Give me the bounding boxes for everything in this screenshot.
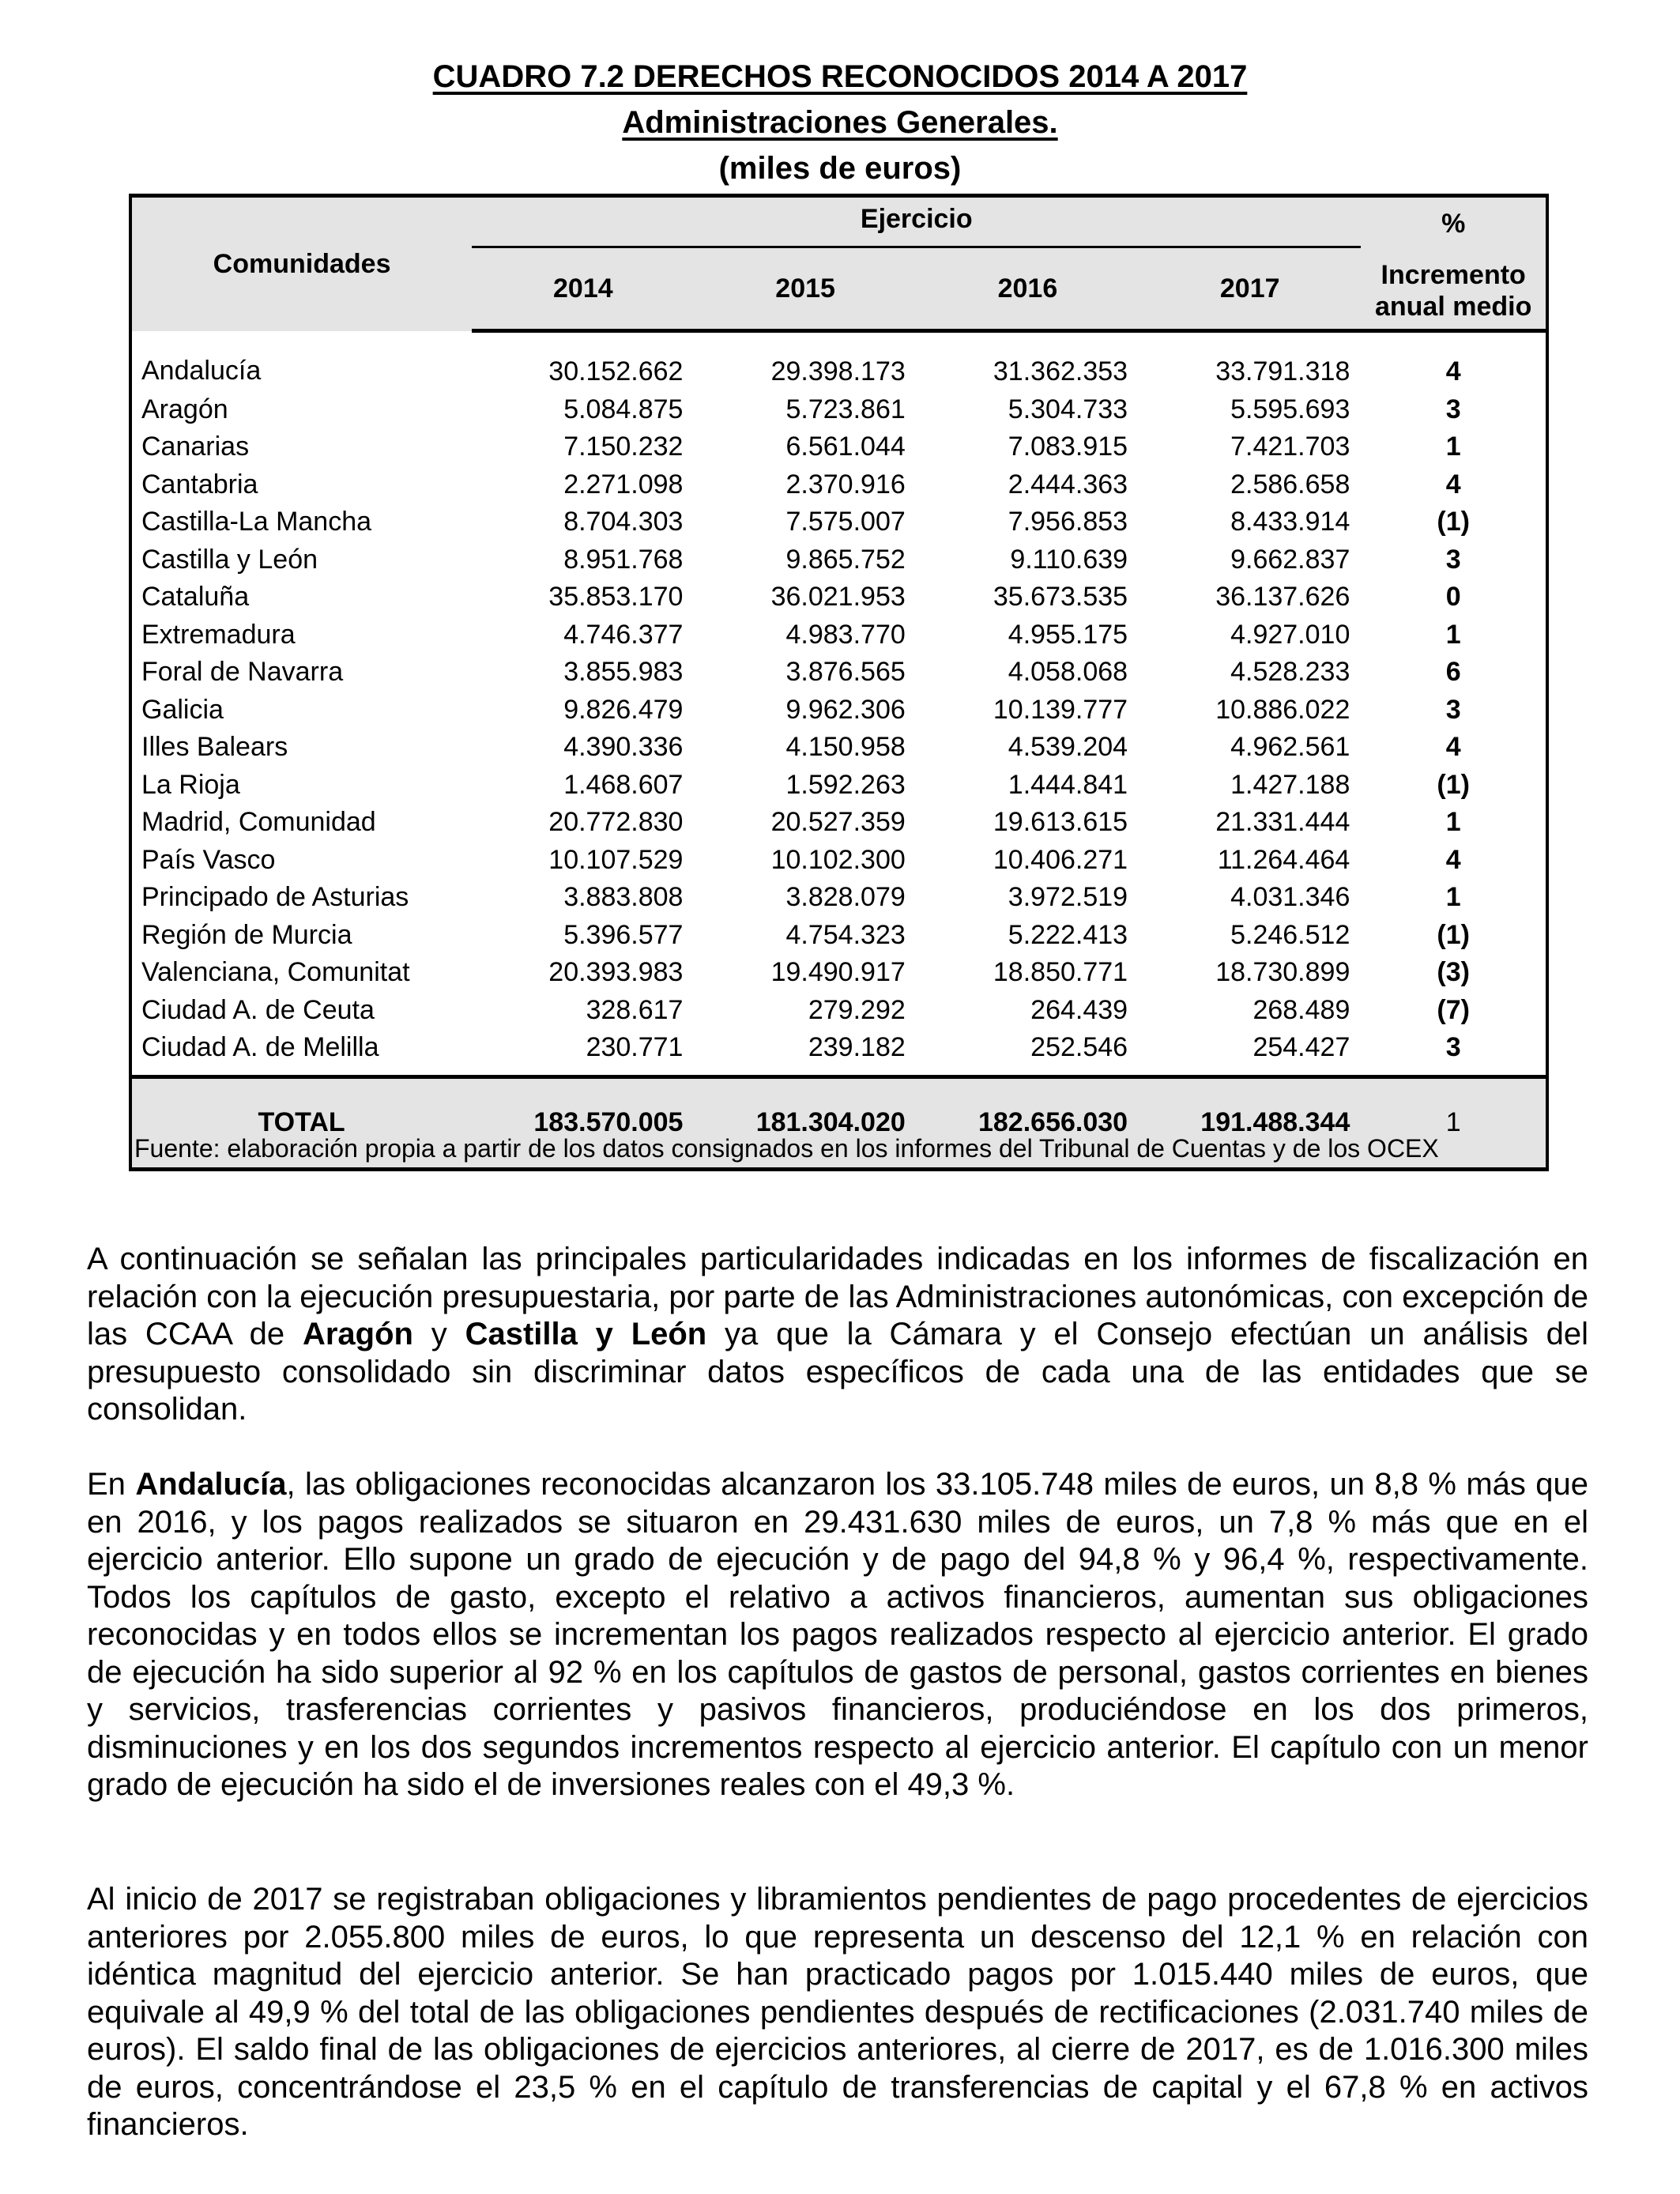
value-2015: 5.723.861: [785, 394, 906, 424]
value-2015: 2.370.916: [785, 469, 906, 499]
comunidad-cell: Cantabria: [141, 469, 258, 499]
header-incremento-line1: Incremento: [1381, 260, 1526, 290]
value-2014: 30.152.662: [548, 356, 684, 386]
value-2017: 8.433.914: [1230, 507, 1350, 537]
value-2014: 8.951.768: [563, 544, 684, 575]
value-2016: 1.444.841: [1008, 769, 1128, 800]
value-2015: 239.182: [808, 1032, 906, 1062]
value-2014: 3.883.808: [563, 882, 684, 912]
total-2016: 182.656.030: [917, 1076, 1139, 1169]
text-run: y: [412, 1317, 465, 1351]
value-2017: 268.489: [1252, 994, 1350, 1025]
value-2016: 10.139.777: [993, 694, 1128, 725]
value-2015: 9.865.752: [785, 544, 906, 575]
table-title: CUADRO 7.2 DERECHOS RECONOCIDOS 2014 A 2017: [432, 59, 1248, 94]
incremento-cell: 0: [1445, 582, 1461, 612]
value-2016: 19.613.615: [993, 807, 1128, 837]
incremento-cell: (1): [1437, 919, 1470, 950]
incremento-cell: 1: [1445, 807, 1461, 837]
total-2017: 191.488.344: [1139, 1076, 1361, 1169]
title-block: [0, 54, 1680, 191]
comunidad-cell: Valenciana, Comunitat: [141, 957, 410, 987]
comunidad-cell: Canarias: [141, 432, 250, 462]
table-row: [130, 1029, 1547, 1076]
table-row: [130, 767, 1547, 805]
value-2014: 4.746.377: [563, 619, 684, 650]
value-2016: 31.362.353: [993, 356, 1128, 386]
table-row: [130, 466, 1547, 504]
header-pct-symbol: %: [1361, 196, 1547, 247]
table-row: [130, 654, 1547, 692]
value-2014: 2.271.098: [563, 469, 684, 499]
incremento-cell: 4: [1445, 732, 1461, 762]
incremento-cell: (1): [1437, 769, 1470, 800]
value-2016: 5.304.733: [1008, 394, 1128, 424]
value-2014: 5.396.577: [563, 919, 684, 950]
table-row: [130, 503, 1547, 541]
header-ejercicio: Ejercicio: [472, 196, 1361, 247]
value-2014: 8.704.303: [563, 507, 684, 537]
comunidad-cell: Ciudad A. de Melilla: [141, 1032, 379, 1062]
value-2016: 264.439: [1030, 994, 1128, 1025]
value-2017: 5.246.512: [1230, 919, 1350, 950]
value-2016: 4.539.204: [1008, 732, 1128, 762]
value-2015: 9.962.306: [785, 694, 906, 725]
value-2014: 20.393.983: [548, 957, 684, 987]
incremento-cell: 1: [1445, 432, 1461, 462]
comunidad-cell: Región de Murcia: [141, 919, 352, 950]
header-year: 2017: [1139, 247, 1361, 331]
bold-term: Andalucía: [135, 1467, 287, 1502]
value-2015: 6.561.044: [785, 432, 906, 462]
value-2014: 35.853.170: [548, 582, 684, 612]
value-2016: 9.110.639: [1010, 544, 1128, 575]
paragraph-andalucia: [87, 1466, 1588, 1804]
comunidad-cell: Illes Balears: [141, 732, 288, 762]
table-row: [130, 879, 1547, 917]
value-2014: 230.771: [586, 1032, 684, 1062]
bold-term: Aragón: [302, 1317, 413, 1351]
value-2014: 20.772.830: [548, 807, 684, 837]
value-2017: 11.264.464: [1217, 844, 1350, 875]
comunidad-cell: Castilla-La Mancha: [141, 507, 372, 537]
value-2015: 3.828.079: [785, 882, 906, 912]
value-2017: 18.730.899: [1215, 957, 1350, 987]
value-2014: 1.468.607: [563, 769, 684, 800]
value-2015: 20.527.359: [770, 807, 906, 837]
value-2016: 2.444.363: [1008, 469, 1128, 499]
header-incremento-line2: anual medio: [1374, 292, 1532, 322]
incremento-cell: 3: [1445, 1032, 1461, 1062]
comunidad-cell: Castilla y León: [141, 544, 318, 575]
comunidad-cell: País Vasco: [141, 844, 276, 875]
value-2017: 10.886.022: [1215, 694, 1350, 725]
derechos-table: [129, 194, 1549, 1171]
header-comunidades: Comunidades: [130, 196, 472, 331]
value-2017: 4.927.010: [1230, 619, 1350, 650]
value-2016: 4.955.175: [1008, 619, 1128, 650]
value-2017: 4.528.233: [1230, 657, 1350, 687]
value-2016: 3.972.519: [1008, 882, 1128, 912]
incremento-cell: 1: [1445, 882, 1461, 912]
table-row: [130, 804, 1547, 842]
value-2017: 4.962.561: [1230, 732, 1350, 762]
comunidad-cell: Extremadura: [141, 619, 296, 650]
table-row: [130, 428, 1547, 466]
value-2017: 254.427: [1252, 1032, 1350, 1062]
paragraph-intro: [87, 1241, 1588, 1429]
value-2015: 4.983.770: [785, 619, 906, 650]
value-2016: 10.406.271: [993, 844, 1128, 875]
table-row: [130, 616, 1547, 654]
table-body: [130, 331, 1547, 1077]
table-subtitle: Administraciones Generales.: [622, 105, 1058, 140]
incremento-cell: (1): [1437, 507, 1470, 537]
table-row: [130, 917, 1547, 955]
value-2014: 9.826.479: [563, 694, 684, 725]
table-row: [130, 331, 1547, 391]
value-2016: 4.058.068: [1008, 657, 1128, 687]
comunidad-cell: Aragón: [141, 394, 228, 424]
value-2015: 19.490.917: [770, 957, 906, 987]
comunidad-cell: Principado de Asturias: [141, 882, 409, 912]
text-run: A continuación se señalan las principales particularidades indicadas en los informes de fiscalización en relación con la ejecución presupuestaria, por parte de las Administraciones autonómicas, con excepción de las CCAA de: [87, 1242, 1588, 1351]
header-year: 2016: [917, 247, 1139, 331]
table-row: [130, 729, 1547, 767]
source-note: Fuente: elaboración propia a partir de los datos consignados en los informes del Tribunal de Cuentas y de los OCEX: [134, 1134, 1439, 1163]
value-2015: 4.150.958: [785, 732, 906, 762]
value-2015: 1.592.263: [785, 769, 906, 800]
value-2014: 4.390.336: [563, 732, 684, 762]
header-year: 2015: [694, 247, 916, 331]
text-run: , las obligaciones reconocidas alcanzaron los 33.105.748 miles de euros, un 8,8 % más que en 2016, y los pagos realizados se situaron en 29.431.630 miles de euros, un 7,8 % más que en el ejercicio anterior. Ello supone un grado de ejecución y de pago del 94,8 % y 96,4 %, respectivamente. Todos los capítulos de gasto, excepto el relativo a activos financieros, aumentan sus obligaciones reconocidas y en todos ellos se incrementan los pagos realizados respecto al ejercicio anterior. El grado de ejecución ha sido superior al 92 % en los capítulos de gastos de personal, gastos corrientes en bienes y servicios, trasferencias corrientes y pasivos financieros, produciéndose en los dos primeros, disminuciones y en los dos segundos incrementos respecto al ejercicio anterior. El capítulo con un menor grado de ejecución ha sido el de inversiones reales con el 49,3 %.: [87, 1467, 1588, 1802]
value-2016: 7.956.853: [1008, 507, 1128, 537]
value-2014: 328.617: [586, 994, 684, 1025]
value-2014: 5.084.875: [563, 394, 684, 424]
incremento-cell: 4: [1445, 469, 1461, 499]
comunidad-cell: Foral de Navarra: [141, 657, 344, 687]
comunidad-cell: La Rioja: [141, 769, 240, 800]
value-2015: 3.876.565: [785, 657, 906, 687]
header-year: 2014: [472, 247, 694, 331]
value-2017: 4.031.346: [1230, 882, 1350, 912]
value-2014: 7.150.232: [563, 432, 684, 462]
value-2015: 279.292: [808, 994, 906, 1025]
value-2015: 36.021.953: [770, 582, 906, 612]
total-2015: 181.304.020: [694, 1076, 916, 1169]
incremento-cell: 4: [1445, 844, 1461, 875]
value-2017: 36.137.626: [1215, 582, 1350, 612]
table-row: [130, 541, 1547, 579]
total-pct: 1: [1361, 1076, 1547, 1169]
table-units: (miles de euros): [718, 151, 962, 186]
value-2016: 35.673.535: [993, 582, 1128, 612]
comunidad-cell: Galicia: [141, 694, 224, 725]
comunidad-cell: Madrid, Comunidad: [141, 807, 376, 837]
value-2016: 18.850.771: [993, 957, 1128, 987]
incremento-cell: 4: [1445, 356, 1461, 386]
value-2017: 7.421.703: [1230, 432, 1350, 462]
comunidad-cell: Ciudad A. de Ceuta: [141, 994, 375, 1025]
header-incremento: [1361, 247, 1547, 331]
table-row: [130, 842, 1547, 880]
total-2014: 183.570.005: [472, 1076, 694, 1169]
incremento-cell: 6: [1445, 657, 1461, 687]
value-2016: 252.546: [1030, 1032, 1128, 1062]
table-row: [130, 579, 1547, 616]
incremento-cell: 3: [1445, 694, 1461, 725]
table-row: [130, 954, 1547, 992]
value-2016: 5.222.413: [1008, 919, 1128, 950]
value-2017: 1.427.188: [1230, 769, 1350, 800]
comunidad-cell: Cataluña: [141, 582, 250, 612]
table-row: [130, 391, 1547, 429]
incremento-cell: 1: [1445, 619, 1461, 650]
value-2014: 10.107.529: [548, 844, 684, 875]
table-row: [130, 692, 1547, 729]
table-row: [130, 992, 1547, 1030]
incremento-cell: 3: [1445, 394, 1461, 424]
value-2017: 2.586.658: [1230, 469, 1350, 499]
value-2017: 9.662.837: [1230, 544, 1350, 575]
value-2014: 3.855.983: [563, 657, 684, 687]
value-2015: 10.102.300: [770, 844, 906, 875]
value-2015: 4.754.323: [785, 919, 906, 950]
total-label: TOTAL: [130, 1076, 472, 1169]
value-2017: 33.791.318: [1215, 356, 1350, 386]
incremento-cell: 3: [1445, 544, 1461, 575]
value-2015: 29.398.173: [770, 356, 906, 386]
text-run: ya que la Cámara y el Consejo efectúan un análisis del presupuesto consolidado sin discriminar datos específicos de cada una de las entidades que se consolidan.: [87, 1317, 1589, 1427]
text-run: En: [87, 1467, 136, 1502]
comunidad-cell: Andalucía: [141, 355, 262, 386]
value-2017: 21.331.444: [1215, 807, 1350, 837]
value-2016: 7.083.915: [1008, 432, 1128, 462]
incremento-cell: (3): [1437, 957, 1470, 987]
paragraph-obligaciones-pendientes: Al inicio de 2017 se registraban obligaciones y libramientos pendientes de pago procedentes de ejercicios anteriores por 2.055.800 miles de euros, lo que representa un descenso del 12,1 % en relación con idéntica magnitud del ejercicio anterior. Se han practicado pagos por 1.015.440 miles de euros, que equivale al 49,9 % del total de las obligaciones pendientes después de rectificaciones (2.031.740 miles de euros). El saldo final de las obligaciones de ejercicios anteriores, al cierre de 2017, es de 1.016.300 miles de euros, concentrándose el 23,5 % en el capítulo de transferencias de capital y el 67,8 % en activos financieros.: [87, 1882, 1588, 2142]
value-2015: 7.575.007: [785, 507, 906, 537]
value-2017: 5.595.693: [1230, 394, 1350, 424]
incremento-cell: (7): [1437, 994, 1470, 1025]
bold-term: Castilla y León: [465, 1317, 707, 1351]
